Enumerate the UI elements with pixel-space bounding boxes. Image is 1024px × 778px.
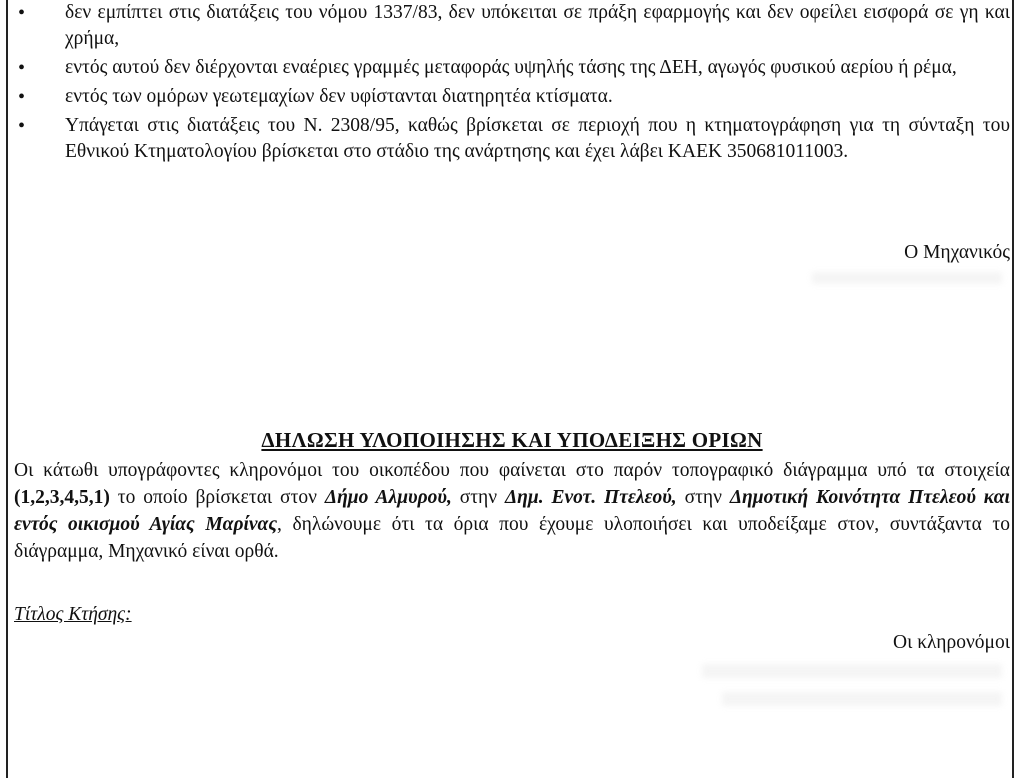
list-item [14, 113, 1010, 165]
list-item [14, 55, 1010, 81]
declaration-text: στην [676, 487, 730, 508]
heirs-signature-label: Οι κληρονόμοι [892, 632, 1010, 653]
declaration-body [14, 457, 1010, 565]
boundary-points: (1,2,3,4,5,1) [14, 487, 110, 508]
redacted-signature [702, 664, 1002, 678]
bullet-icon: • [18, 86, 26, 108]
list-item-text: δεν εμπίπτει στις διατάξεις του νόμου 1337/83, δεν υπόκειται σε πράξη εφαρμογής και δεν οφείλει εισφορά σε γη και χρήμα, [65, 2, 1010, 49]
declaration-text: Οι κάτωθι υπογράφοντες κληρονόμοι του οικοπέδου που φαίνεται στο παρόν τοπογραφικό διάγραμμα υπό τα στοιχεία [14, 460, 1010, 481]
municipal-unit-name: Δημ. Ενοτ. Πτελεού, [504, 487, 677, 508]
engineer-signature-label: Ο Μηχανικός [904, 242, 1010, 263]
declaration-text: στην [451, 487, 505, 508]
ownership-title-label: Τίτλος Κτήσης: [14, 604, 132, 625]
redacted-signature [812, 272, 1002, 284]
community-name: Δημοτική Κοινότητα Πτελεού και εντός οικισμού Αγίας Μαρίνας [14, 487, 1010, 535]
municipality-name: Δήμο Αλμυρού, [324, 487, 452, 508]
bullet-icon: • [18, 57, 26, 79]
conditions-list [14, 0, 1010, 165]
declaration-text: το οποίο βρίσκεται στον [109, 487, 325, 508]
bullet-icon: • [18, 2, 26, 24]
redacted-signature [722, 692, 1002, 706]
declaration-text: , δηλώνουμε ότι τα όρια που έχουμε υλοποιήσει και υποδείξαμε στον, συντάξαντα το διάγραμμα, Μηχανικό είναι ορθά. [14, 514, 1010, 562]
list-item-text: εντός των ομόρων γεωτεμαχίων δεν υφίστανται διατηρητέα κτίσματα. [65, 86, 613, 107]
list-item [14, 84, 1010, 110]
list-item-text: εντός αυτού δεν διέρχονται εναέριες γραμμές μεταφοράς υψηλής τάσης της ΔΕΗ, αγωγός φυσικού αερίου ή ρέμα, [65, 57, 957, 78]
bullet-icon: • [18, 115, 26, 137]
list-item [14, 0, 1010, 52]
declaration-title: ΔΗΛΩΣΗ ΥΛΟΠΟΙΗΣΗΣ ΚΑΙ ΥΠΟΔΕΙΞΗΣ ΟΡΙΩΝ [261, 428, 763, 452]
list-item-text: Υπάγεται στις διατάξεις του Ν. 2308/95, καθώς βρίσκεται σε περιοχή που η κτηματογράφηση για τη σύνταξη του Εθνικού Κτηματολογίου βρίσκεται στο στάδιο της ανάρτησης και έχει λάβει ΚΑΕΚ 350681011003. [65, 115, 1010, 162]
